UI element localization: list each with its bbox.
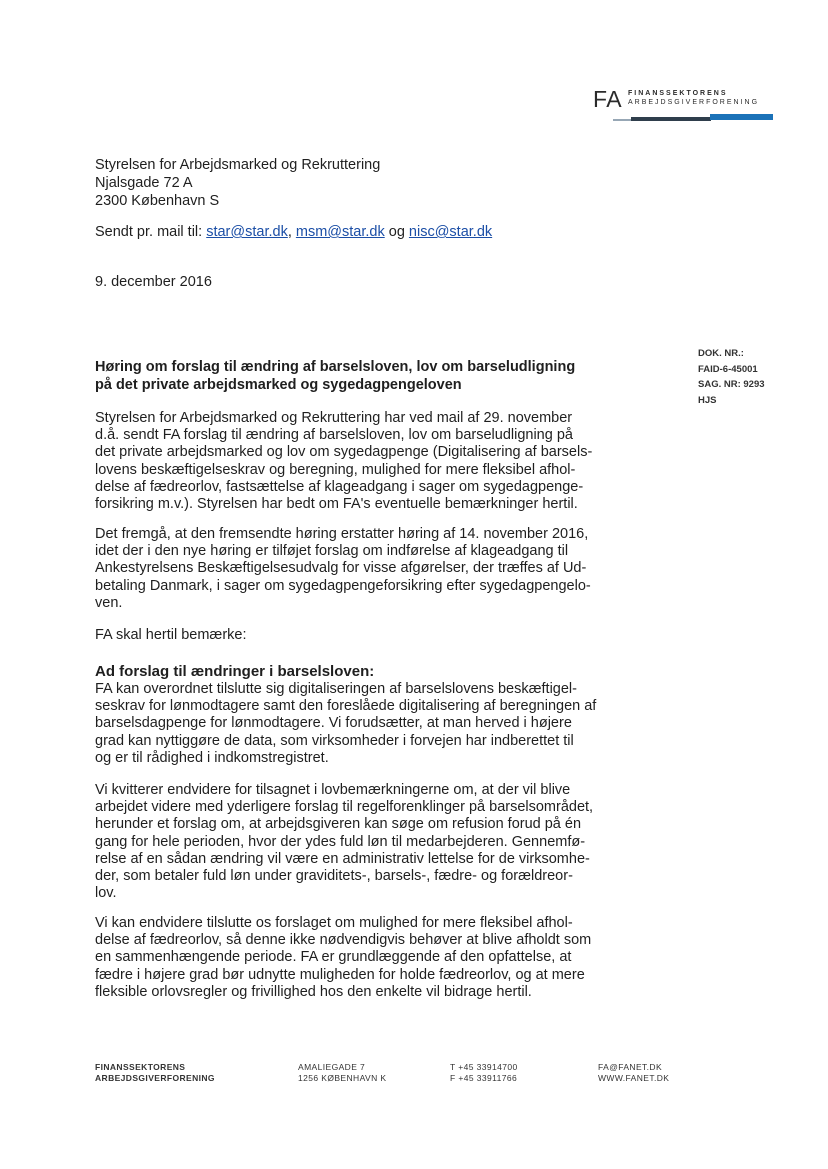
subject-line-2: på det private arbejdsmarked og sygedagpengeloven	[95, 376, 462, 393]
recipient-city: 2300 København S	[95, 193, 220, 209]
text-line: fleksible orlovsregler og frivillighed hos den enkelte vil bidrage hertil.	[95, 983, 532, 1000]
text-line: det private arbejdsmarked og lov om sygedagpenge (Digitalisering af barsels-	[95, 444, 593, 461]
letter-subject	[95, 359, 655, 394]
text-line: gang for hele perioden, hvor der ydes fuld løn til medarbejderen. Gennemfø-	[95, 833, 586, 850]
doc-number-value: FAID-6-45001	[698, 363, 758, 375]
text-line: arbejdet videre med yderligere forslag til regelforenklinger på barselsområdet,	[95, 799, 594, 816]
sent-to-sep2: og	[384, 224, 409, 240]
text-line: d.å. sendt FA forslag til ændring af barselsloven, lov om barseludligning på	[95, 427, 573, 444]
logo-name-line1: FINANSSEKTORENS	[628, 90, 728, 97]
logo-name	[628, 89, 759, 107]
text-line: FA kan overordnet tilslutte sig digitaliseringen af barselslovens beskæftigel-	[95, 681, 577, 697]
paragraph-3	[95, 627, 655, 644]
text-line: relse af en sådan ændring vil være en administrativ lettelse for de virksomhe-	[95, 850, 590, 867]
text-line: Ankestyrelsens Beskæftigelsesudvalg for visse afgørelser, der træffes af Ud-	[95, 560, 587, 577]
text-line: delse af fædreorlov, så denne ikke nødvendigvis behøver at blive afholdt som	[95, 932, 592, 949]
text-line: Styrelsen for Arbejdsmarked og Rekruttering har ved mail af 29. november	[95, 410, 573, 426]
footer-organization	[95, 1062, 215, 1084]
email-link-msm[interactable]: msm@star.dk	[295, 224, 385, 240]
logo-name-line2: ARBEJDSGIVERFORENING	[628, 99, 760, 106]
document-meta	[698, 346, 765, 408]
text-line: betaling Danmark, i sager om sygedagpengeforsikring efter sygedagpengelo-	[95, 577, 591, 594]
text-line: Vi kvitterer endvidere for tilsagnet i lovbemærkningerne om, at der vil blive	[95, 782, 571, 798]
text-line: delse af fædreorlov, fastsættelse af klageadgang i sager om sygedagpenge-	[95, 478, 584, 495]
text-line: ven.	[95, 594, 123, 611]
text-line: Det fremgå, at den fremsendte høring erstatter høring af 14. november 2016,	[95, 526, 589, 542]
text-line: grad kan nyttiggøre de data, som virksomheder i forvejen har indberettet til	[95, 732, 574, 749]
doc-number-label: DOK. NR.:	[698, 348, 744, 359]
footer-fax: F +45 33911766	[450, 1073, 518, 1083]
text-line: forsikring m.v.). Styrelsen har bedt om FA's eventuelle bemærkninger hertil.	[95, 496, 578, 513]
recipient-name: Styrelsen for Arbejdsmarked og Rekruttering	[95, 157, 381, 173]
email-link-star[interactable]: star@star.dk	[206, 224, 288, 240]
footer-city: 1256 KØBENHAVN K	[298, 1073, 387, 1083]
footer-address	[298, 1062, 386, 1084]
text-line: seskrav for lønmodtagere samt den foreslåede digitalisering af beregningen af	[95, 698, 597, 715]
sent-to-prefix: Sendt pr. mail til:	[95, 224, 207, 240]
recipient-street: Njalsgade 72 A	[95, 175, 193, 191]
logo-initials: FA	[593, 86, 623, 112]
paragraph-1	[95, 410, 655, 513]
sent-to-sep1: ,	[287, 224, 296, 240]
fa-logo	[593, 86, 778, 126]
text-line: Vi kan endvidere tilslutte os forslaget om mulighed for mere fleksibel afhol-	[95, 915, 573, 931]
case-number: SAG. NR: 9293	[698, 379, 765, 390]
text-line: lov.	[95, 885, 117, 902]
text-line: der, som betaler fuld løn under graviditets-, barsels-, fædre- og forældreor-	[95, 868, 573, 885]
section-heading: Ad forslag til ændringer i barselsloven:	[95, 663, 375, 680]
paragraph-4	[95, 681, 655, 767]
email-link-nisc[interactable]: nisc@star.dk	[408, 224, 493, 240]
logo-bar-blue	[710, 114, 773, 120]
footer-website[interactable]: WWW.FANET.DK	[598, 1073, 670, 1083]
footer-email[interactable]: FA@FANET.DK	[598, 1062, 663, 1072]
recipient-address	[95, 156, 380, 210]
text-line: FA skal hertil bemærke:	[95, 627, 247, 643]
text-line: lovens beskæftigelseskrav og beregning, mulighed for mere fleksibel afhol-	[95, 461, 576, 478]
footer-tel: T +45 33914700	[450, 1062, 518, 1072]
footer-street: AMALIEGADE 7	[298, 1062, 366, 1072]
text-line: herunder et forslag om, at arbejdsgiveren kan søge om refusion forud på én	[95, 816, 582, 833]
text-line: fædre i højere grad bør udnytte muligheden for holde fædreorlov, og at mere	[95, 966, 585, 983]
paragraph-6	[95, 915, 655, 1001]
text-line: en sammenhængende periode. FA er grundlæggende af den opfattelse, at	[95, 949, 572, 966]
footer-contact	[598, 1062, 669, 1084]
letter-date: 9. december 2016	[95, 274, 212, 290]
footer-org-line1: FINANSSEKTORENS	[95, 1062, 186, 1072]
text-line: barselsdagpenge for lønmodtagere. Vi forudsætter, at man herved i højere	[95, 715, 572, 732]
footer-phone	[450, 1062, 518, 1084]
sent-to-line	[95, 224, 492, 240]
footer-org-line2: ARBEJDSGIVERFORENING	[95, 1073, 215, 1083]
paragraph-5	[95, 782, 655, 902]
subject-line-1: Høring om forslag til ændring af barselsloven, lov om barseludligning	[95, 359, 576, 375]
text-line: og er til rådighed i indkomstregistret.	[95, 749, 329, 766]
logo-bar-dark	[631, 117, 711, 121]
text-line: idet der i den nye høring er tilføjet forslag om indførelse af klageadgang til	[95, 543, 569, 560]
author-initials: HJS	[698, 394, 717, 406]
paragraph-2	[95, 526, 655, 612]
